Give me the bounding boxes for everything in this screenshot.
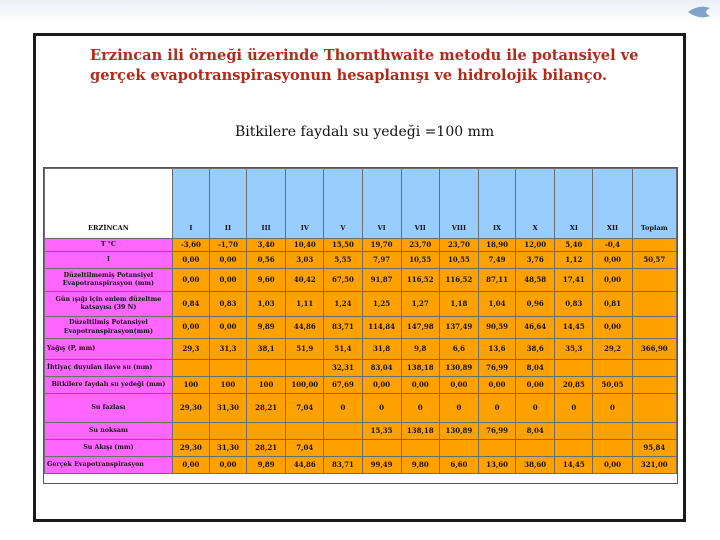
table-cell: 29,30 — [172, 394, 209, 423]
table-cell: 76,99 — [478, 423, 515, 440]
table-cell — [632, 317, 676, 339]
table-cell: 32,31 — [324, 360, 362, 377]
table-cell — [555, 360, 593, 377]
table-cell: 46,64 — [516, 317, 555, 339]
table-cell: 1,04 — [478, 292, 515, 317]
table-cell: 0,00 — [593, 252, 632, 269]
table-cell: 20,85 — [555, 377, 593, 394]
table-cell: 95,84 — [632, 440, 676, 457]
table-cell: 31,30 — [209, 394, 246, 423]
table-cell: 116,52 — [439, 269, 478, 292]
table-cell: 83,04 — [362, 360, 401, 377]
table-cell: 138,18 — [401, 423, 439, 440]
row-label: İhtiyaç duyulan ilave su (mm) — [45, 360, 173, 377]
table-cell: 9,80 — [401, 457, 439, 474]
table-row — [45, 317, 677, 339]
table-cell: 0 — [516, 394, 555, 423]
table-cell: 0,00 — [172, 252, 209, 269]
table-cell: 0,84 — [172, 292, 209, 317]
table-cell: 19,70 — [362, 239, 401, 252]
table-cell: 0 — [401, 394, 439, 423]
header-cell: IX — [478, 169, 515, 239]
table-cell: 0,00 — [172, 457, 209, 474]
table-cell: 3,76 — [516, 252, 555, 269]
table-cell — [247, 360, 286, 377]
table-cell: 116,52 — [401, 269, 439, 292]
table-cell: 15,50 — [324, 239, 362, 252]
row-label: T °C — [45, 239, 173, 252]
row-label: Bitkilere faydalı su yedeği (mm) — [45, 377, 173, 394]
header-region-label: ERZİNCAN — [45, 169, 173, 239]
table-cell — [209, 360, 246, 377]
table-row — [45, 360, 677, 377]
header-cell: II — [209, 169, 246, 239]
table-cell: 29,2 — [593, 339, 632, 360]
row-label: Düzeltilmiş Potansiyel Evapotranspirasyon(mm) — [45, 317, 173, 339]
table-cell: 1,11 — [286, 292, 324, 317]
table-cell: 13,6 — [478, 339, 515, 360]
table-cell — [324, 440, 362, 457]
table-cell: 0,83 — [555, 292, 593, 317]
table-row — [45, 394, 677, 423]
table-cell — [286, 423, 324, 440]
table-cell: 0,00 — [593, 317, 632, 339]
table-cell: 99,49 — [362, 457, 401, 474]
table-cell: 76,99 — [478, 360, 515, 377]
table-cell: 0 — [439, 394, 478, 423]
table-cell: 0,00 — [478, 377, 515, 394]
table-cell: 28,21 — [247, 440, 286, 457]
table-cell — [632, 377, 676, 394]
row-label: Yağış (P, mm) — [45, 339, 173, 360]
table-cell — [632, 394, 676, 423]
table-cell: 0,00 — [362, 377, 401, 394]
table-cell: 31,30 — [209, 440, 246, 457]
table-cell: 0 — [555, 394, 593, 423]
table-cell: 7,04 — [286, 440, 324, 457]
header-cell: V — [324, 169, 362, 239]
header-cell: X — [516, 169, 555, 239]
table-cell: 0,00 — [209, 457, 246, 474]
table-cell: 130,89 — [439, 360, 478, 377]
table-cell: 137,49 — [439, 317, 478, 339]
row-label: Gerçek Evapotranspirasyon — [45, 457, 173, 474]
header-cell: VI — [362, 169, 401, 239]
table-cell: 0,00 — [172, 269, 209, 292]
table-cell: 7,49 — [478, 252, 515, 269]
water-balance-table — [44, 168, 677, 474]
table-cell: 50,05 — [593, 377, 632, 394]
table-cell — [172, 423, 209, 440]
table-cell: 1,27 — [401, 292, 439, 317]
table-cell: 35,3 — [555, 339, 593, 360]
table-cell: 0,00 — [439, 377, 478, 394]
table-cell: 114,84 — [362, 317, 401, 339]
table-cell: 38,6 — [516, 339, 555, 360]
table-cell — [286, 360, 324, 377]
table-row — [45, 339, 677, 360]
table-cell: 12,00 — [516, 239, 555, 252]
table-cell: 0 — [478, 394, 515, 423]
table-cell — [478, 440, 515, 457]
table-cell: 87,11 — [478, 269, 515, 292]
top-bar — [0, 0, 720, 22]
table-cell: 100 — [247, 377, 286, 394]
header-cell: XII — [593, 169, 632, 239]
table-cell: 17,41 — [555, 269, 593, 292]
row-label: Su noksanı — [45, 423, 173, 440]
header-cell: I — [172, 169, 209, 239]
table-cell: 3,40 — [247, 239, 286, 252]
table-cell: 8,04 — [516, 423, 555, 440]
table-cell: 31,3 — [209, 339, 246, 360]
table-cell: 0,00 — [516, 377, 555, 394]
table-cell — [401, 440, 439, 457]
table-cell: 0 — [362, 394, 401, 423]
table-cell — [362, 440, 401, 457]
table-cell — [593, 423, 632, 440]
slide-subtitle: Bitkilere faydalı su yedeği =100 mm — [235, 124, 495, 140]
table-cell — [593, 360, 632, 377]
table-cell: 6,6 — [439, 339, 478, 360]
table-cell: 10,40 — [286, 239, 324, 252]
table-cell — [632, 292, 676, 317]
table-cell: 50,57 — [632, 252, 676, 269]
table-cell: 9,8 — [401, 339, 439, 360]
table-cell: 10,55 — [439, 252, 478, 269]
table-cell: 67,69 — [324, 377, 362, 394]
table-cell — [593, 440, 632, 457]
table-cell: 7,04 — [286, 394, 324, 423]
table-cell: 0,00 — [209, 269, 246, 292]
table-cell — [555, 423, 593, 440]
table-cell: 1,25 — [362, 292, 401, 317]
table-cell — [632, 423, 676, 440]
decorative-arrow-icon — [686, 4, 712, 20]
table-cell: 0,00 — [209, 252, 246, 269]
table-cell: 100 — [209, 377, 246, 394]
table-cell — [632, 239, 676, 252]
table-cell: 29,3 — [172, 339, 209, 360]
table-header-row — [45, 169, 677, 239]
table-cell: 31,8 — [362, 339, 401, 360]
header-cell: III — [247, 169, 286, 239]
water-balance-table-container — [43, 167, 678, 484]
table-cell: 15,35 — [362, 423, 401, 440]
table-cell: 1,24 — [324, 292, 362, 317]
table-cell — [632, 269, 676, 292]
table-cell: 91,87 — [362, 269, 401, 292]
table-cell: 67,50 — [324, 269, 362, 292]
table-cell — [172, 360, 209, 377]
table-cell: 10,55 — [401, 252, 439, 269]
row-label: Gün ışığı için enlem düzeltme katsayısı (39 N) — [45, 292, 173, 317]
header-cell: IV — [286, 169, 324, 239]
table-cell: -3,60 — [172, 239, 209, 252]
table-cell: 51,4 — [324, 339, 362, 360]
table-cell: 5,40 — [555, 239, 593, 252]
table-cell: 0,56 — [247, 252, 286, 269]
table-cell: 0,00 — [593, 269, 632, 292]
table-cell: 23,70 — [401, 239, 439, 252]
table-cell — [632, 360, 676, 377]
table-cell — [516, 440, 555, 457]
table-cell: 0 — [324, 394, 362, 423]
table-cell — [555, 440, 593, 457]
table-cell — [247, 423, 286, 440]
header-cell: VII — [401, 169, 439, 239]
table-cell: 5,55 — [324, 252, 362, 269]
header-cell: Toplam — [632, 169, 676, 239]
table-cell: 366,90 — [632, 339, 676, 360]
table-cell: 48,58 — [516, 269, 555, 292]
table-cell: 44,86 — [286, 317, 324, 339]
row-label: I — [45, 252, 173, 269]
table-cell: 3,03 — [286, 252, 324, 269]
table-cell: 1,18 — [439, 292, 478, 317]
header-cell: XI — [555, 169, 593, 239]
table-cell: 44,86 — [286, 457, 324, 474]
table-row — [45, 292, 677, 317]
header-cell: VIII — [439, 169, 478, 239]
table-cell: 147,98 — [401, 317, 439, 339]
table-cell: 18,90 — [478, 239, 515, 252]
table-cell: 1,12 — [555, 252, 593, 269]
table-cell: 100 — [172, 377, 209, 394]
table-cell: 138,18 — [401, 360, 439, 377]
table-cell: 0,00 — [401, 377, 439, 394]
table-row — [45, 239, 677, 252]
table-cell: 9,60 — [247, 269, 286, 292]
table-cell: 90,59 — [478, 317, 515, 339]
table-cell: 28,21 — [247, 394, 286, 423]
table-cell — [439, 440, 478, 457]
table-cell: 100,00 — [286, 377, 324, 394]
table-cell: 9,89 — [247, 317, 286, 339]
table-cell: -1,70 — [209, 239, 246, 252]
table-cell: 0,00 — [209, 317, 246, 339]
table-cell: 6,60 — [439, 457, 478, 474]
table-cell: 1,03 — [247, 292, 286, 317]
table-cell: 7,97 — [362, 252, 401, 269]
table-cell: 23,70 — [439, 239, 478, 252]
row-label: Su Akışı (mm) — [45, 440, 173, 457]
table-row — [45, 269, 677, 292]
table-row — [45, 440, 677, 457]
table-cell: 83,71 — [324, 317, 362, 339]
table-cell: 14,45 — [555, 317, 593, 339]
table-cell: 29,30 — [172, 440, 209, 457]
table-cell: 13,60 — [478, 457, 515, 474]
table-cell: 0,81 — [593, 292, 632, 317]
table-cell: 51,9 — [286, 339, 324, 360]
table-cell: -0,4 — [593, 239, 632, 252]
slide-title: Erzincan ili örneği üzerinde Thornthwaite metodu ile potansiyel ve gerçek evapotranspirasyonun hesaplanışı ve hidrolojik bilanço. — [90, 47, 639, 84]
table-cell: 9,89 — [247, 457, 286, 474]
table-cell: 321,00 — [632, 457, 676, 474]
table-row — [45, 457, 677, 474]
table-cell: 40,42 — [286, 269, 324, 292]
row-label: Su fazlası — [45, 394, 173, 423]
table-cell: 38,1 — [247, 339, 286, 360]
table-row — [45, 423, 677, 440]
table-cell: 38,60 — [516, 457, 555, 474]
row-label: Düzeltilmemiş Potansiyel Evapotranspirasyon (mm) — [45, 269, 173, 292]
table-cell: 83,71 — [324, 457, 362, 474]
table-row — [45, 252, 677, 269]
table-cell: 8,04 — [516, 360, 555, 377]
table-cell: 130,89 — [439, 423, 478, 440]
table-cell: 0,00 — [172, 317, 209, 339]
table-row — [45, 377, 677, 394]
table-cell: 14,45 — [555, 457, 593, 474]
table-cell: 0,96 — [516, 292, 555, 317]
table-cell: 0,00 — [593, 457, 632, 474]
table-cell — [209, 423, 246, 440]
table-cell — [324, 423, 362, 440]
table-cell: 0,83 — [209, 292, 246, 317]
table-cell: 0 — [593, 394, 632, 423]
